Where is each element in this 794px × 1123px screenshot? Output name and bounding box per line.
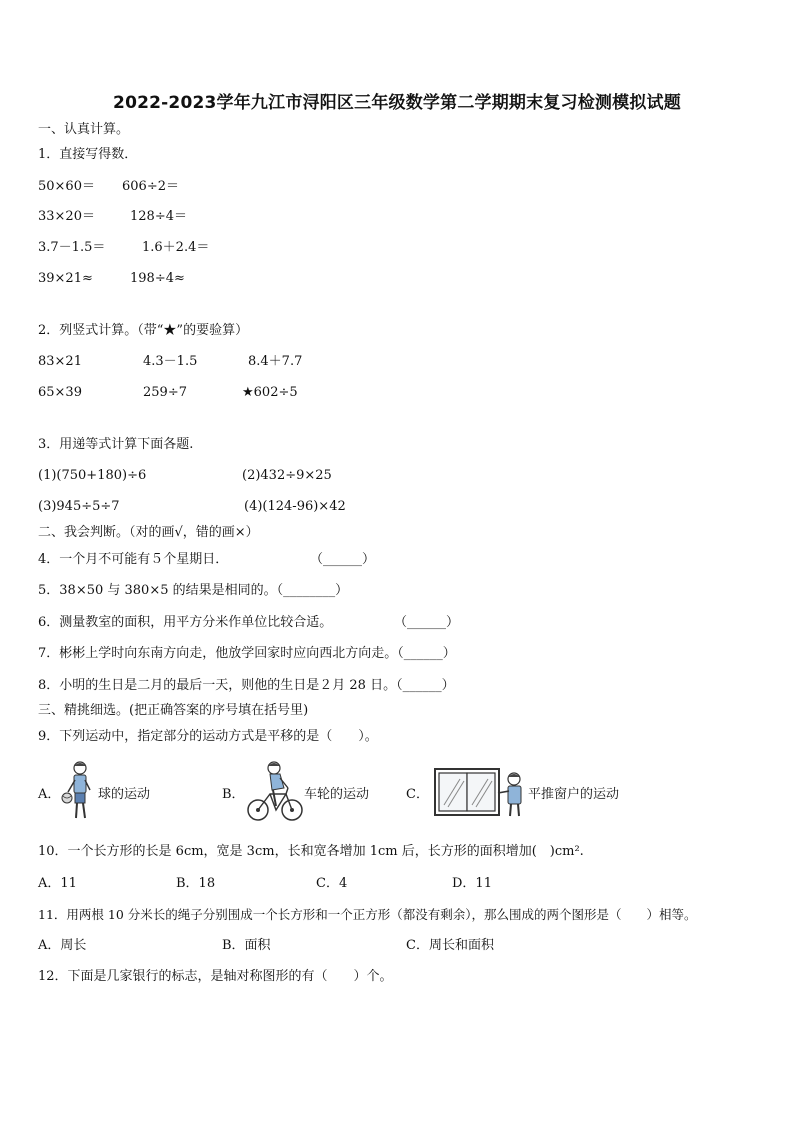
answer-blank[interactable]: （______）	[397, 646, 456, 661]
option-text: 平推窗户的运动	[528, 787, 620, 802]
q10-prompt: 10．一个长方形的长是 6cm，宽是 3cm，长和宽各增加 1cm 后，长方形的面积增加( )cm².	[38, 844, 584, 859]
section3-heading: 三、精挑细选。(把正确答案的序号填在括号里)	[38, 703, 309, 718]
q2-item: 65×39	[38, 385, 82, 400]
q11-option: B．面积	[222, 938, 271, 953]
q10-option: A．11	[38, 876, 77, 891]
q10-option: B．18	[176, 876, 216, 891]
q9-prompt: 9．下列运动中，指定部分的运动方式是平移的是（ ）。	[38, 729, 378, 744]
q2-prompt: 2．列竖式计算。（带“★”的要验算）	[38, 323, 249, 338]
q1-item: 39×21≈	[38, 271, 93, 286]
q2-item: 259÷7	[143, 385, 187, 400]
option-letter: C．	[406, 787, 429, 802]
q1-item: 198÷4≈	[130, 271, 185, 286]
q2-item: ★602÷5	[242, 385, 298, 400]
q1-prompt: 1．直接写得数．	[38, 147, 138, 162]
answer-blank[interactable]: （______）	[310, 552, 376, 567]
sliding-window-illustration	[434, 767, 528, 817]
q2-item: 8.4＋7.7	[248, 354, 303, 369]
judge-text: 6．测量教室的面积，用平方分米作单位比较合适。	[38, 615, 333, 630]
judge-item	[38, 645, 456, 663]
section1-heading: 一、认真计算。	[38, 122, 130, 137]
q11-option: A．周长	[38, 938, 87, 953]
judge-text: 4．一个月不可能有５个星期日．	[38, 552, 229, 567]
q1-item: 1.6＋2.4＝	[142, 240, 210, 255]
answer-blank[interactable]: （________）	[276, 583, 349, 598]
q3-item: (1)(750+180)÷6	[38, 468, 147, 483]
q10-option: D．11	[452, 876, 492, 891]
option-letter: B．	[222, 787, 245, 802]
q1-item: 606÷2＝	[122, 179, 179, 194]
q2-item: 4.3－1.5	[143, 354, 198, 369]
judge-text: 5．38×50 与 380×5 的结果是相同的。	[38, 583, 277, 598]
q1-item: 33×20＝	[38, 209, 95, 224]
judge-item	[38, 677, 455, 695]
option-letter: A．	[38, 787, 61, 802]
judge-item	[38, 582, 348, 600]
judge-item	[38, 551, 376, 569]
judge-item	[38, 614, 460, 632]
judge-text: 7．彬彬上学时向东南方向走，他放学回家时应向西北方向走。	[38, 646, 398, 661]
judge-text: 8．小明的生日是二月的最后一天，则他的生日是２月 28 日。	[38, 678, 397, 693]
page-title: 2022-2023学年九江市浔阳区三年级数学第二学期期末复习检测模拟试题	[113, 93, 681, 113]
q1-item: 50×60＝	[38, 179, 95, 194]
q1-item: 128÷4＝	[130, 209, 187, 224]
child-riding-bicycle-illustration	[246, 760, 304, 824]
option-text: 球的运动	[98, 787, 151, 802]
q12-prompt: 12．下面是几家银行的标志，是轴对称图形的有（ ）个。	[38, 969, 393, 984]
q2-item: 83×21	[38, 354, 82, 369]
answer-blank[interactable]: （______）	[394, 615, 460, 630]
q10-option: C．4	[316, 876, 348, 891]
q3-item: (3)945÷5÷7	[38, 499, 120, 514]
q1-item: 3.7－1.5＝	[38, 240, 106, 255]
q3-prompt: 3．用递等式计算下面各题.	[38, 437, 194, 452]
child-bouncing-ball-illustration	[58, 760, 98, 822]
q11-option: C．周长和面积	[406, 938, 494, 953]
answer-blank[interactable]: （______）	[396, 678, 455, 693]
section2-heading: 二、我会判断。（对的画√，错的画×）	[38, 525, 259, 540]
q11-prompt: 11．用两根 10 分米长的绳子分别围成一个长方形和一个正方形（都没有剩余），那么围成的两个图形是（ ）相等。	[38, 907, 697, 922]
q3-item: (2)432÷9×25	[242, 468, 332, 483]
option-text: 车轮的运动	[304, 787, 370, 802]
q3-item: (4)(124-96)×42	[244, 499, 346, 514]
